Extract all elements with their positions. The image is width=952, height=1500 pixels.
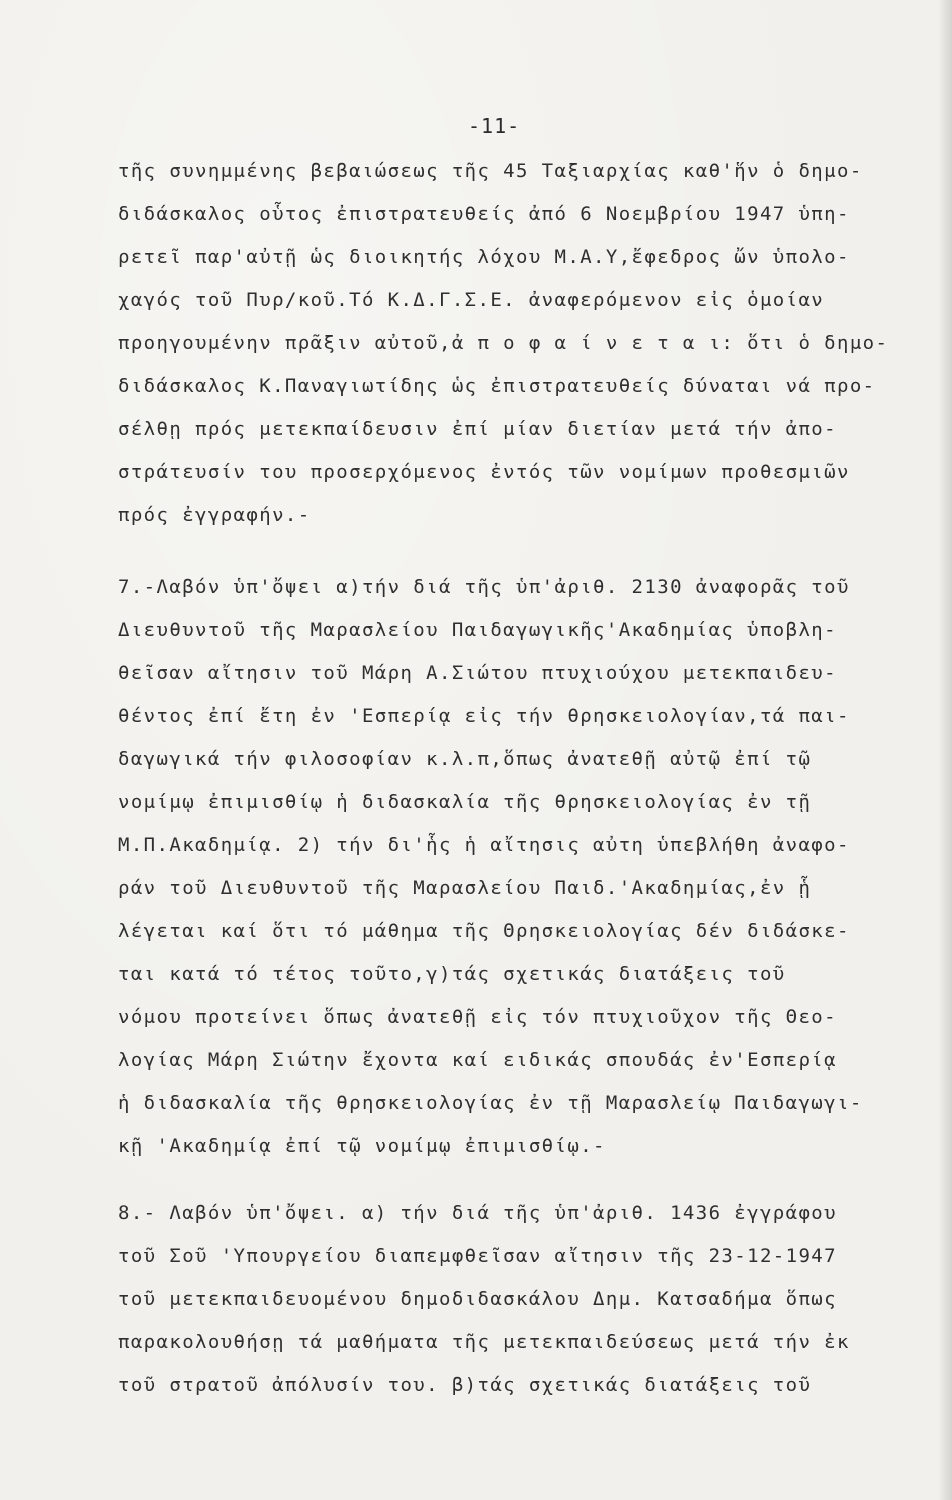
- text-line: τοῦ μετεκπαιδευομένου δημοδιδασκάλου Δημ. Κατσαδήμα ὅπως: [118, 1288, 837, 1310]
- text-line: πρός ἐγγραφήν.-: [118, 504, 311, 526]
- text-line: προηγουμένην πρᾶξιν αὐτοῦ,ἀ π ο φ α ί ν ε τ α ι: ὅτι ὁ δημο-: [118, 332, 889, 354]
- text-line: Μ.Π.Ακαδημίᾳ. 2) τήν δι'ἧς ἡ αἴτησις αὐτη ὑπεβλήθη ἀναφο-: [118, 834, 850, 856]
- text-line: θεῖσαν αἴτησιν τοῦ Μάρη Α.Σιώτου πτυχιούχου μετεκπαιδευ-: [118, 662, 837, 684]
- text-line: 8.- Λαβόν ὑπ'ὄψει. α) τήν διά τῆς ὑπ'ἀριθ. 1436 ἐγγράφου: [118, 1202, 837, 1224]
- text-line: 7.-Λαβόν ὑπ'ὄψει α)τήν διά τῆς ὑπ'ἀριθ. 2130 ἀναφορᾶς τοῦ: [118, 576, 850, 598]
- text-line: παρακολουθήσῃ τά μαθήματα τῆς μετεκπαιδεύσεως μετά τήν ἐκ: [118, 1331, 850, 1353]
- text-line: νόμου προτείνει ὅπως ἀνατεθῇ εἰς τόν πτυχιοῦχον τῆς Θεο-: [118, 1006, 837, 1028]
- text-line: στράτευσίν του προσερχόμενος ἐντός τῶν νομίμων προθεσμιῶν: [118, 461, 850, 483]
- text-line: δαγωγικά τήν φιλοσοφίαν κ.λ.π,ὅπως ἀνατεθῇ αὐτῷ ἐπί τῷ: [118, 748, 812, 770]
- text-line: ἡ διδασκαλία τῆς θρησκειολογίας ἐν τῇ Μαρασλείῳ Παιδαγωγι-: [118, 1092, 863, 1114]
- text-line: ράν τοῦ Διευθυντοῦ τῆς Μαρασλείου Παιδ.'Ακαδημίας,ἐν ᾗ: [118, 877, 812, 899]
- text-line: κῇ 'Ακαδημίᾳ ἐπί τῷ νομίμῳ ἐπιμισθίῳ.-: [118, 1135, 606, 1157]
- text-line: τῆς συνημμένης βεβαιώσεως τῆς 45 Ταξιαρχίας καθ'ἥν ὁ δημο-: [118, 160, 863, 182]
- text-line: ρετεῖ παρ'αὐτῇ ὡς διοικητής λόχου Μ.Α.Υ,ἔφεδρος ὤν ὑπολο-: [118, 246, 850, 268]
- text-line: Διευθυντοῦ τῆς Μαρασλείου Παιδαγωγικῆς'Ακαδημίας ὑποβλη-: [118, 619, 837, 641]
- text-line: χαγός τοῦ Πυρ/κοῦ.Τό Κ.Δ.Γ.Σ.Ε. ἀναφερόμενον εἰς ὁμοίαν: [118, 289, 825, 311]
- text-line: σέλθῃ πρός μετεκπαίδευσιν ἐπί μίαν διετίαν μετά τήν ἀπο-: [118, 418, 837, 440]
- text-line: θέντος ἐπί ἔτη ἐν 'Εσπερίᾳ εἰς τήν θρησκειολογίαν,τά παι-: [118, 705, 850, 727]
- text-line: τοῦ Σοῦ 'Υπουργείου διαπεμφθεῖσαν αἴτησιν τῆς 23-12-1947: [118, 1245, 837, 1267]
- text-line: τοῦ στρατοῦ ἀπόλυσίν του. β)τάς σχετικάς διατάξεις τοῦ: [118, 1374, 812, 1396]
- page-number: -11-: [468, 114, 521, 138]
- text-line: ται κατά τό τέτος τοῦτο,γ)τάς σχετικάς διατάξεις τοῦ: [118, 963, 786, 985]
- text-line: νομίμῳ ἐπιμισθίῳ ἡ διδασκαλία τῆς θρησκειολογίας ἐν τῇ: [118, 791, 812, 813]
- text-line: διδάσκαλος Κ.Παναγιωτίδης ὡς ἐπιστρατευθείς δύναται νά προ-: [118, 375, 876, 397]
- page-edge-shadow: [938, 0, 952, 1500]
- text-line: διδάσκαλος οὗτος ἐπιστρατευθείς ἀπό 6 Νοεμβρίου 1947 ὑπη-: [118, 203, 850, 225]
- text-line: λέγεται καί ὅτι τό μάθημα τῆς Θρησκειολογίας δέν διδάσκε-: [118, 920, 850, 942]
- text-line: λογίας Μάρη Σιώτην ἔχοντα καί ειδικάς σπουδάς ἐν'Εσπερίᾳ: [118, 1049, 837, 1071]
